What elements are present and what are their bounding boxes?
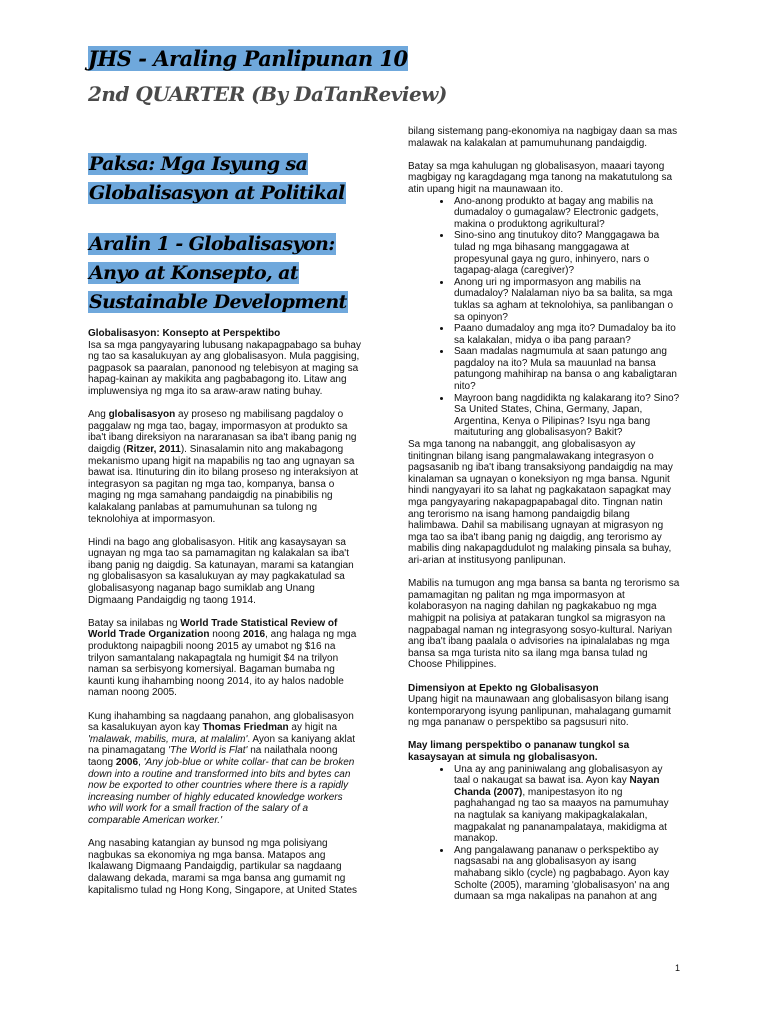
list-item: • Ang pangalawang pananaw o perkspektibo ay nagsasabi na ang globalisasyon ay isang mahabang siklo (cycle) ng pagbabago. Ayon kay Scholte (2005), maraming 'globalisasyon' na ang dumaan sa mga nakalipas na panahon at ang <box>452 845 680 903</box>
lesson-heading: Aralin 1 - Globalisasyon: Anyo at Konsepto, at Sustainable Development <box>89 233 347 313</box>
list-item: • Una ay ang paniniwalang ang globalisasyon ay taal o nakaugat sa bawat isa. Ayon kay Nayan Chanda (2007), manipestasyon ito ng paghahangad ng tao sa maayos na pamumuhay na nagtulak sa kaniyang makipagkalakalan, magpakalat ng pananampalataya, makidigma at manakop. <box>452 764 680 845</box>
list-item: • Paano dumadaloy ang mga ito? Dumadaloy ba ito sa kalakalan, midya o iba pang paraan? <box>452 323 680 346</box>
paragraph-wto: Batay sa inilabas ng World Trade Statistical Review of World Trade Organization noong 2016, ang halaga ng mga produktong naipagbili noong 2015 ay umabot ng $16 na trilyon samantalang nakapagtala ng humigit $4 na trilyon naman sa serbisyong komersiyal. Bagaman bumaba ng kaunti kung ihahambing noong 2014, ito ay halos nadoble naman noong 2005. <box>88 617 357 699</box>
topic-heading: Paksa: Mga Isyung sa Globalisasyon at Politikal <box>89 153 345 204</box>
list-item: • Ano-anong produkto at bagay ang mabilis na dumadaloy o gumagalaw? Electronic gadgets, makina o produktong agrikultural? <box>452 196 680 231</box>
document-title <box>88 44 408 74</box>
paragraph-questions-intro: Batay sa mga kahulugan ng globalisasyon, maaari tayong magbigay ng karagdagang mga tanong na makatutulong sa atin upang higit na maunawaan ito. <box>408 160 673 195</box>
section-title-perspektibo: May limang perspektibo o pananaw tungkol sa kasaysayan at simula ng globalisasyon. <box>408 740 630 764</box>
paragraph-perspectives-intro: Upang higit na maunawaan ang globalisasyon bilang isang kontemporaryong isyung panlipunan, mahalagang gumamit ng mga pananaw o perspektibo sa pagsusuri nito. <box>408 694 671 729</box>
paragraph-intro: Isa sa mga pangyayaring lubusang nakapagpabago sa buhay ng tao sa kasalukuyan ay ang globalisasyon. Mula paggising, pagpasok sa paaralan, panonood ng telebisyon at maging sa hapag-kainan ay makikita ang pagbabagong ito. Litaw ang impluwensiya ng mga ito sa araw-araw nating buhay. <box>88 339 361 397</box>
paragraph-history: Hindi na bago ang globalisasyon. Hitik ang kasaysayan sa ugnayan ng mga tao sa pamamagitan ng kalakalan sa iba't ibang panig ng daigdig. Sa katunayan, marami sa katangian ng globalisasyon sa kasalukuyan ay may pagkakatulad sa globalisasyong naganap bago sumiklab ang Unang Digmaang Pandaigdig ng taong 1914. <box>88 536 354 606</box>
left-column <box>88 150 363 896</box>
list-item: • Anong uri ng impormasyon ang mabilis na dumadaloy? Nalalaman niyo ba sa balita, sa mga tuklas sa agham at teknolohiya, sa panlibangan o sa opinyon? <box>452 277 680 323</box>
paragraph-continuation: bilang sistemang pang-ekonomiya na nagbigay daan sa mas malawak na kalakalan at pamumuhunang pandaigdig. <box>408 126 678 149</box>
section-title-konsepto: Globalisasyon: Konsepto at Perspektibo <box>88 328 281 339</box>
paragraph-policies: Ang nasabing katangian ay bunsod ng mga polisiyang nagbukas sa ekonomiya ng mga bansa. Matapos ang Ikalawang Digmaang Pandaigdig, partikular sa nagdaang dalawang dekada, marami sa mga bansa ang gumamit ng kapitalismo tulad ng Hong Kong, Singapore, at United States <box>88 838 358 896</box>
questions-list <box>408 196 680 439</box>
list-item: • Saan madalas nagmumula at saan patungo ang pagdaloy na ito? Mula sa mauunlad na bansa patungong mahihirap na bansa o ang kabaligtaran nito? <box>452 346 680 392</box>
title-highlight: JHS - Araling Panlipunan 10 <box>88 46 408 71</box>
list-item: • Sino-sino ang tinutukoy dito? Manggagawa ba tulad ng mga bihasang manggagawa at propesyunal gaya ng guro, inhinyero, nars o tagapag-alaga (caregiver)? <box>452 230 680 276</box>
paragraph-friedman: Kung ihahambing sa nagdaang panahon, ang globalisasyon sa kasalukuyan ayon kay Thomas Friedman ay higit na 'malawak, mabilis, mura, at malalim'. Ayon sa kaniyang aklat na pinamagatang 'The World is Flat' na nailathala noong taong 2006, 'Any job-blue or white collar- that can be broken down into a routine and transformed into bits and bytes can now be exported to other countries where there is a rapidly increasing number of highly educated knowledge workers who will work for a small fraction of the salary of a comparable American worker.' <box>88 710 356 826</box>
page-number: 1 <box>674 963 680 973</box>
document-subtitle: 2nd QUARTER (By DaTanReview) <box>88 82 447 106</box>
right-column <box>408 126 680 903</box>
list-item: • Mayroon bang nagdidikta ng kalakarang ito? Sino? Sa United States, China, Germany, Japan, Argentina, Kenya o Pilipinas? Isyu nga bang maituturing ang globalisasyon? Bakit? <box>452 393 680 439</box>
perspectives-list <box>408 764 680 903</box>
paragraph-terrorism: Sa mga tanong na nabanggit, ang globalisasyon ay tinitingnan bilang isang pangmalawakang integrasyon o pagsasanib ng iba't ibang transaksiyong pandaigdig na may kinalaman sa ugnayan o koneksiyon ng mga bansa. Ngunit hindi nangyayari ito sa lahat ng pagkakataon sapagkat may mga pangyayaring nakapagpapabagal dito. Tingnan natin ang terorismo na isang hamong pandaigdig bilang halimbawa. Dahil sa mabilisang ugnayan at migrasyon ng mga tao sa iba't ibang panig ng daigdig, ang terorismo ay mabilis ding nakapagdudulot ng malaking pinsala sa buhay, ari-arian at institusyong panlipunan. <box>408 439 673 566</box>
section-title-dimensiyon: Dimensiyon at Epekto ng Globalisasyon <box>408 682 599 694</box>
paragraph-response: Mabilis na tumugon ang mga bansa sa banta ng terorismo sa pamamagitan ng palitan ng mga impormasyon at kolaborasyon na naging dahilan ng pagkakabuo ng mga mahigpit na polisiya at patakaran tungkol sa migrasyon na nagpabagal naman ng integrasyong sosyo-kultural. Nariyan ang iba't ibang paalala o advisories na ipinalalabas ng mga bansa sa mga turista nito sa ilang mga bansa tulad ng Choose Philippines. <box>408 578 680 671</box>
paragraph-definition: Ang globalisasyon ay proseso ng mabilisang pagdaloy o paggalaw ng mga tao, bagay, impormasyon at produkto sa iba't ibang direksiyon na nararanasan sa iba't ibang panig ng daigdig (Ritzer, 2011). Sinasalamin nito ang makabagong mekanismo upang higit na mapabilis ng tao ang ugnayan sa bawat isa. Itinuturing din ito bilang proseso ng interaksiyon at integrasyon sa pagitan ng mga tao, kompanya, bansa o maging ng mga samahang pandaigdig na pinabibilis ng kalakalang panlabas at pamumuhunan sa tulong ng teknolohiya at impormasyon. <box>88 409 359 525</box>
